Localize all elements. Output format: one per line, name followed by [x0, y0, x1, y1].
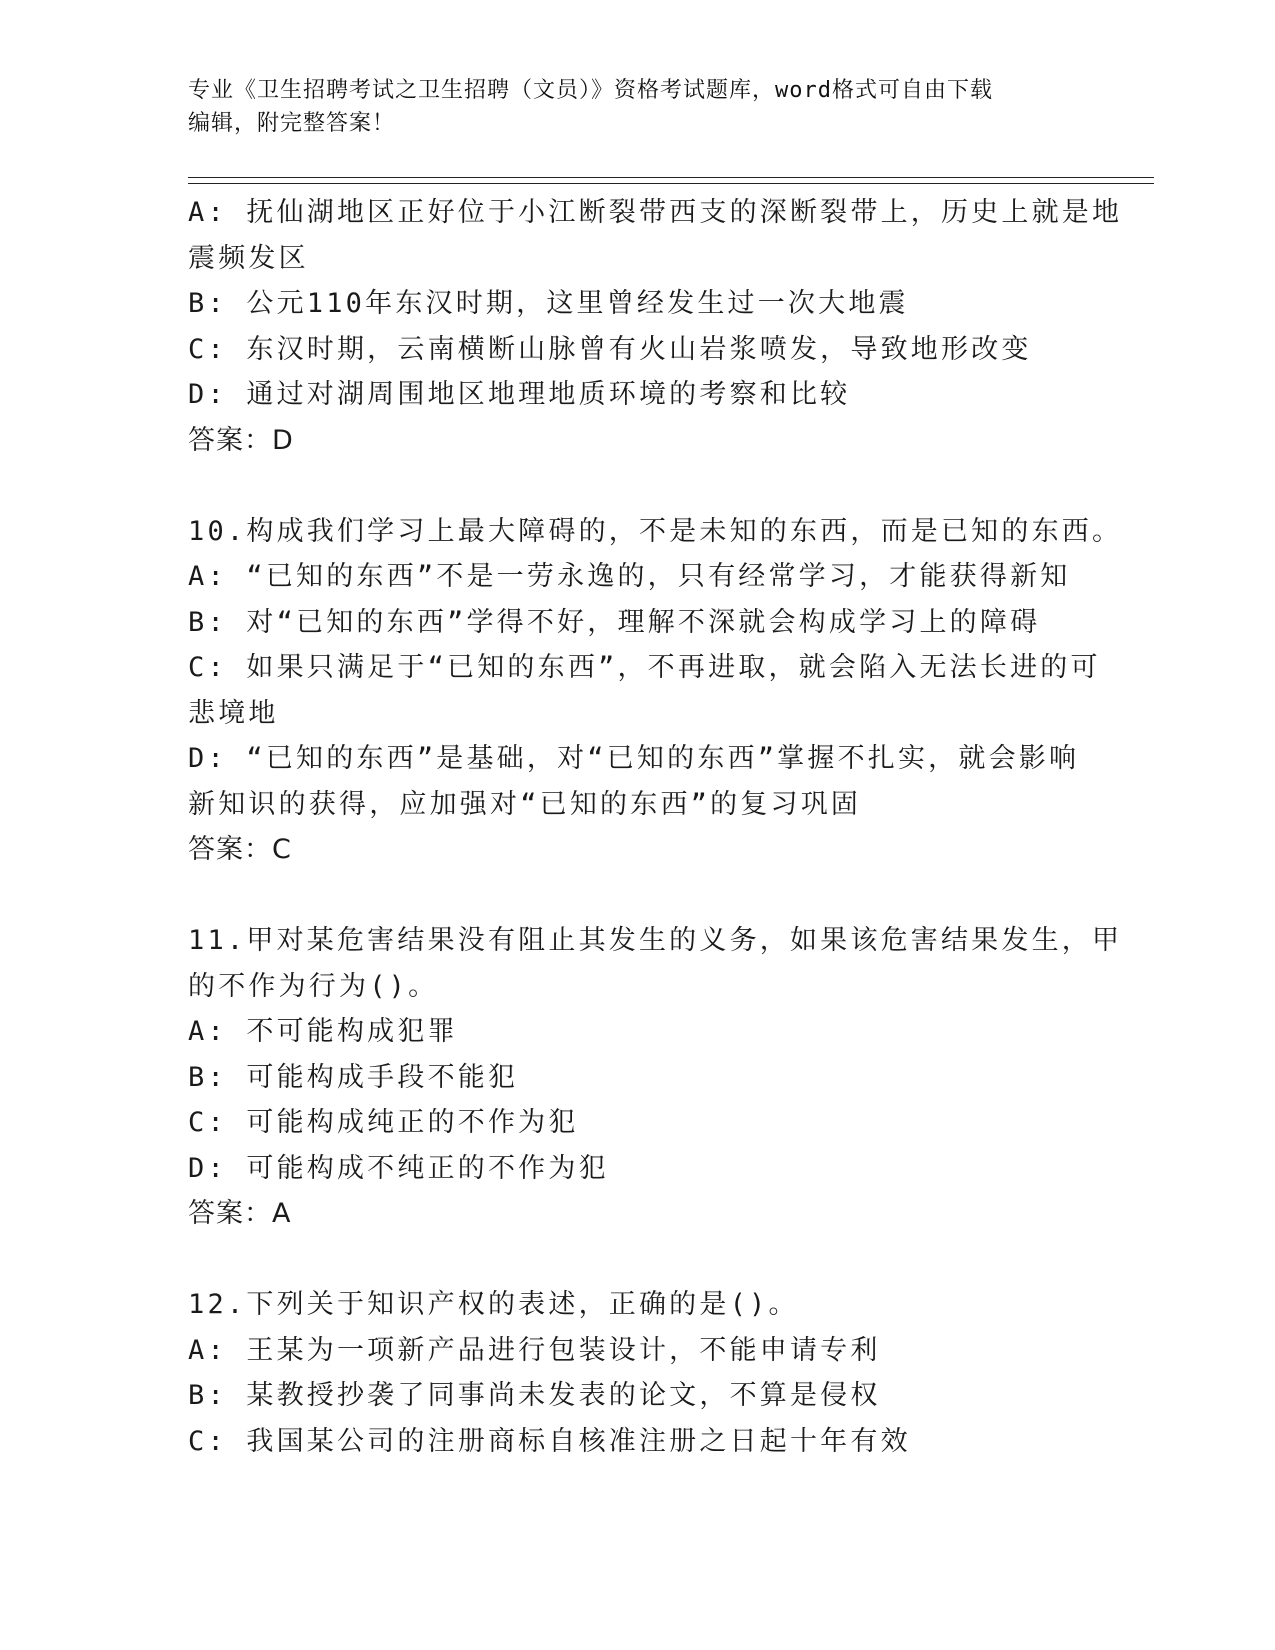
spacer [188, 1237, 1088, 1283]
question-9-answer: 答案：D [188, 424, 294, 456]
question-10-option-a: A: “已知的东西”不是一劳永逸的，只有经常学习，才能获得新知 [188, 561, 1071, 592]
question-12-option-c: C: 我国某公司的注册商标自核准注册之日起十年有效 [188, 1425, 911, 1457]
question-11-option-d: D: 可能构成不纯正的不作为犯 [188, 1152, 609, 1184]
question-list [188, 190, 1123, 1464]
question-10-stem: 10.构成我们学习上最大障碍的，不是未知的东西，而是已知的东西。 [188, 515, 1123, 547]
question-9-option-b: B: 公元110年东汉时期，这里曾经发生过一次大地震 [188, 288, 909, 319]
question-12-block [188, 1282, 1088, 1464]
question-11-option-a: A: 不可能构成犯罪 [188, 1016, 458, 1047]
header-divider-top [188, 177, 1154, 178]
header-divider-bottom [188, 183, 1154, 184]
header-line-2: 编辑，附完整答案！ [188, 111, 396, 136]
question-10-option-c: C: 如果只满足于“已知的东西”，不再进取，就会陷入无法长进的可 [188, 652, 1101, 683]
spacer [188, 873, 1088, 919]
question-9-option-a: A: 抚仙湖地区正好位于小江断裂带西支的深断裂带上，历史上就是地 [188, 197, 1123, 228]
question-11-stem: 11.甲对某危害结果没有阻止其发生的义务，如果该危害结果发生，甲 [188, 925, 1123, 956]
question-10-option-d-cont: 新知识的获得，应加强对“已知的东西”的复习巩固 [188, 788, 862, 820]
header-line-1: 专业《卫生招聘考试之卫生招聘（文员）》资格考试题库，word格式可自由下载 [188, 78, 993, 103]
question-11-option-b: B: 可能构成手段不能犯 [188, 1061, 519, 1093]
question-11-block [188, 918, 1123, 1237]
question-11-stem-cont: 的不作为行为()。 [188, 970, 439, 1002]
question-9-option-d: D: 通过对湖周围地区地理地质环境的考察和比较 [188, 379, 851, 410]
spacer [188, 463, 1088, 509]
document-header [188, 74, 1088, 140]
question-10-block [188, 509, 1123, 873]
question-12-option-a: A: 王某为一项新产品进行包装设计，不能申请专利 [188, 1334, 881, 1366]
question-12-stem: 12.下列关于知识产权的表述，正确的是()。 [188, 1289, 799, 1320]
question-11-answer: 答案：A [188, 1198, 292, 1229]
question-12-option-b: B: 某教授抄袭了同事尚未发表的论文，不算是侵权 [188, 1380, 881, 1411]
question-9-option-a-cont: 震频发区 [188, 242, 309, 274]
question-10-option-c-cont: 悲境地 [188, 697, 279, 729]
question-9-option-c: C: 东汉时期，云南横断山脉曾有火山岩浆喷发，导致地形改变 [188, 333, 1032, 365]
question-11-option-c: C: 可能构成纯正的不作为犯 [188, 1107, 579, 1138]
question-10-option-d: D: “已知的东西”是基础，对“已知的东西”掌握不扎实，就会影响 [188, 743, 1080, 774]
question-9-block [188, 190, 1123, 463]
question-10-answer: 答案：C [188, 834, 292, 865]
question-10-option-b: B: 对“已知的东西”学得不好，理解不深就会构成学习上的障碍 [188, 606, 1041, 638]
